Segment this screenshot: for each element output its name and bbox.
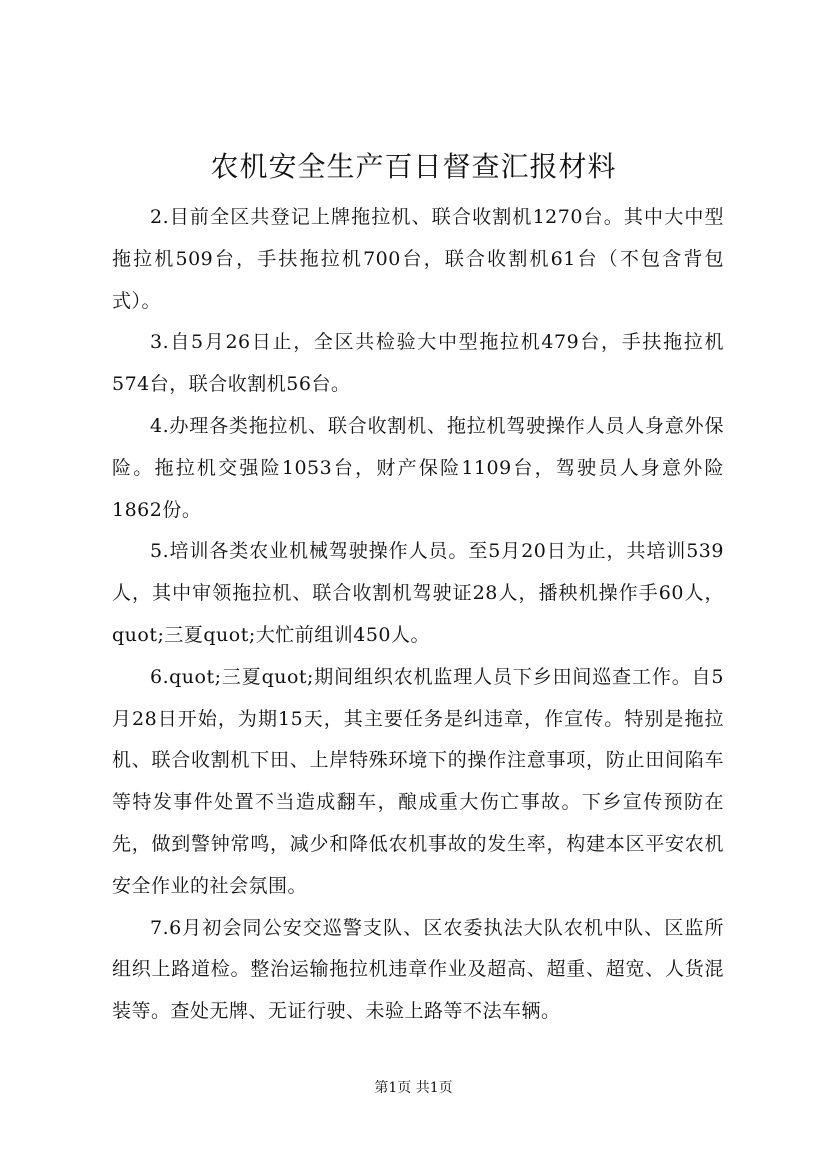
document-title: 农机安全生产百日督查汇报材料 xyxy=(210,150,617,183)
document-body xyxy=(112,197,724,1033)
paragraph-3: 3.自5月26日止，全区共检验大中型拖拉机479台，手扶拖拉机574台，联合收割机56台。 xyxy=(112,331,724,396)
paragraph-6: 6.quot;三夏quot;期间组织农机监理人员下乡田间巡查工作。自5月28日开始，为期15天，其主要任务是纠违章，作宣传。特别是拖拉机、联合收割机下田、上岸特殊环境下的操作注意事项，防止田间陷车等特发事件处置不当造成翻车，酿成重大伤亡事故。下乡宣传预防在先，做到警钟常鸣，减少和降低农机事故的发生率，构建本区平安农机安全作业的社会氛围。 xyxy=(112,665,724,897)
paragraph-7: 7.6月初会同公安交巡警支队、区农委执法大队农机中队、区监所组织上路道检。整治运输拖拉机违章作业及超高、超重、超宽、人货混装等。查处无牌、无证行驶、未验上路等不法车辆。 xyxy=(112,916,724,1023)
page-footer: 第1页 共1页 xyxy=(374,1080,453,1096)
paragraph-2: 2.目前全区共登记上牌拖拉机、联合收割机1270台。其中大中型拖拉机509台，手扶拖拉机700台，联合收割机61台（不包含背包式）。 xyxy=(112,206,724,312)
paragraph-4: 4.办理各类拖拉机、联合收割机、拖拉机驾驶操作人员人身意外保险。拖拉机交强险1053台，财产保险1109台，驾驶员人身意外险1862份。 xyxy=(112,414,724,521)
paragraph-5: 5.培训各类农业机械驾驶操作人员。至5月20日为止，共培训539人，其中审领拖拉机、联合收割机驾驶证28人，播秧机操作手60人，quot;三夏quot;大忙前组训450人。 xyxy=(112,540,724,646)
